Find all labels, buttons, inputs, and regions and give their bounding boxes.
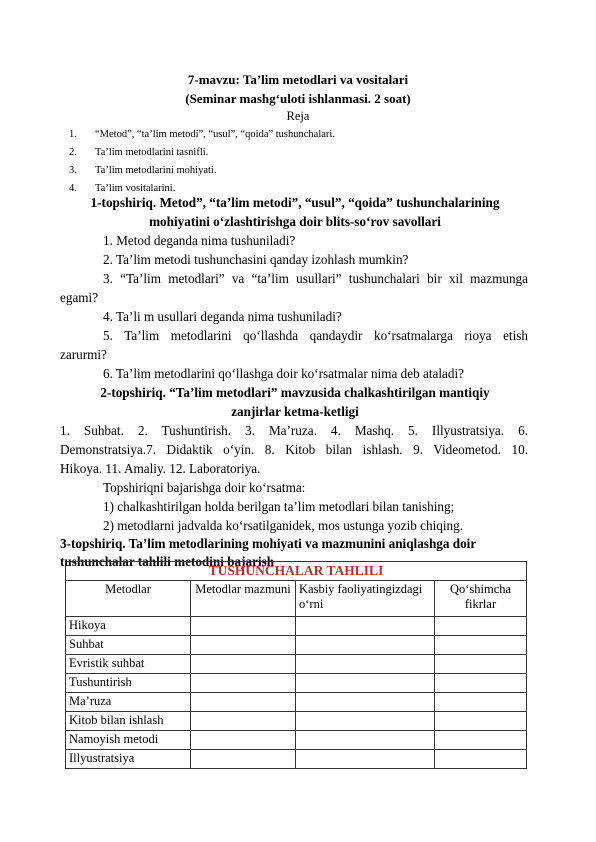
task2-heading-1: 2-topshiriq. “Ta’lim metodlari” mavzusida chalkashtirilgan mantiqiy <box>100 385 490 400</box>
chain-line: Hikoya. 11. Amaliy. 12. Laboratoriya. <box>60 461 261 476</box>
table-cell <box>191 636 296 655</box>
chain-line: 1. Suhbat. 2. Tushuntirish. 3. Ma’ruza. 4. Mashq. 5. Illyustratsiya. 6. <box>60 423 528 438</box>
table-cell: Suhbat <box>66 636 191 655</box>
table-cell <box>296 693 435 712</box>
table-cell <box>435 693 527 712</box>
table-cell <box>296 750 435 769</box>
question-line-cont: egami? <box>60 290 99 305</box>
table-row <box>66 750 527 769</box>
table-cell: Ma’ruza <box>66 693 191 712</box>
table-row <box>66 617 527 636</box>
question-line-cont: zarurmi? <box>60 347 107 362</box>
table-cell <box>191 712 296 731</box>
table-cell <box>296 617 435 636</box>
table-row <box>66 693 527 712</box>
table-cell <box>296 712 435 731</box>
table-cell <box>191 693 296 712</box>
question-line: 3. “Ta’lim metodlari” va “ta’lim usullari” tushunchalari bir xil mazmunga <box>103 271 528 286</box>
task1-heading-2: mohiyatini o‘zlashtirishga doir blits-so‘rov savollari <box>149 214 441 229</box>
table-cell <box>296 674 435 693</box>
instruction-title: Topshiriqni bajarishga doir ko‘rsatma: <box>103 480 306 495</box>
table-header-notes: Qo‘shimcha fikrlar <box>435 581 527 617</box>
question-line: 5. Ta’lim metodlarini qo‘llashda qandaydir ko‘rsatmalarga rioya etish <box>103 328 528 343</box>
table-title: TUSHUNCHALAR TAHLILI <box>66 562 527 581</box>
question-line: 6. Ta’lim metodlarini qo‘llashga doir ko‘rsatmalar nima deb ataladi? <box>103 366 465 381</box>
table-cell <box>435 674 527 693</box>
instruction-item: 1) chalkashtirilgan holda berilgan ta’lim metodlari bilan tanishing; <box>103 499 455 514</box>
table-cell <box>296 655 435 674</box>
table-header-content: Metodlar mazmuni <box>191 581 296 617</box>
table-cell <box>191 617 296 636</box>
table-cell <box>191 750 296 769</box>
table-cell <box>296 636 435 655</box>
table-cell: Tushuntirish <box>66 674 191 693</box>
task2-heading-2: zanjirlar ketma-ketligi <box>231 404 359 419</box>
table-row <box>66 731 527 750</box>
title-line-1: 7-mavzu: Ta’lim metodlari va vositalari <box>187 72 409 87</box>
plan-item: 4. Ta’lim vositalarini. <box>69 183 176 194</box>
task1-heading-1: 1-topshiriq. Metod”, “ta’lim metodi”, “usul”, “qoida” tushunchalarining <box>90 195 500 210</box>
table-cell <box>296 731 435 750</box>
table-row <box>66 712 527 731</box>
plan-item: 1. “Metod”, “ta’lim metodi”, “usul”, “qoida” tushunchalari. <box>69 129 335 140</box>
title-line-2: (Seminar mashg‘uloti ishlanmasi. 2 soat) <box>185 91 411 106</box>
table-cell <box>191 674 296 693</box>
chain-line: Demonstratsiya.7. Didaktik o‘yin. 8. Kitob bilan ishlash. 9. Videometod. 10. <box>60 442 528 457</box>
table-cell: Kitob bilan ishlash <box>66 712 191 731</box>
task3-heading-2: tushunchalar tahlili metodini bajarish <box>60 554 275 569</box>
table-row <box>66 636 527 655</box>
question-line: 4. Ta’li m usullari deganda nima tushuniladi? <box>103 309 342 324</box>
table-cell: Evristik suhbat <box>66 655 191 674</box>
table-cell <box>435 750 527 769</box>
table-cell <box>191 731 296 750</box>
plan-item: 2. Ta’lim metodlarini tasnifli. <box>69 147 209 158</box>
table-row <box>66 655 527 674</box>
question-line: 2. Ta’lim metodi tushunchasini qanday izohlash mumkin? <box>103 252 409 267</box>
table-cell <box>435 655 527 674</box>
table-header-career: Kasbiy faoliyatingizdagi o‘rni <box>296 581 435 617</box>
table-row <box>66 674 527 693</box>
plan-item: 3. Ta’lim metodlarini mohiyati. <box>69 165 217 176</box>
table-cell: Illyustratsiya <box>66 750 191 769</box>
table-cell <box>191 655 296 674</box>
table-header-methods: Metodlar <box>66 581 191 617</box>
task3-heading-1: 3-topshiriq. Ta’lim metodlarining mohiyati va mazmunini aniqlashga doir <box>60 536 477 551</box>
table-cell: Namoyish metodi <box>66 731 191 750</box>
table-cell <box>435 731 527 750</box>
analysis-table <box>65 561 527 769</box>
table-cell <box>435 636 527 655</box>
table-cell <box>435 712 527 731</box>
question-line: 1. Metod deganda nima tushuniladi? <box>103 233 296 248</box>
instruction-item: 2) metodlarni jadvalda ko‘rsatilganidek, mos ustunga yozib chiqing. <box>103 518 464 533</box>
table-cell <box>435 617 527 636</box>
table-cell: Hikoya <box>66 617 191 636</box>
plan-heading: Reja <box>286 109 310 123</box>
